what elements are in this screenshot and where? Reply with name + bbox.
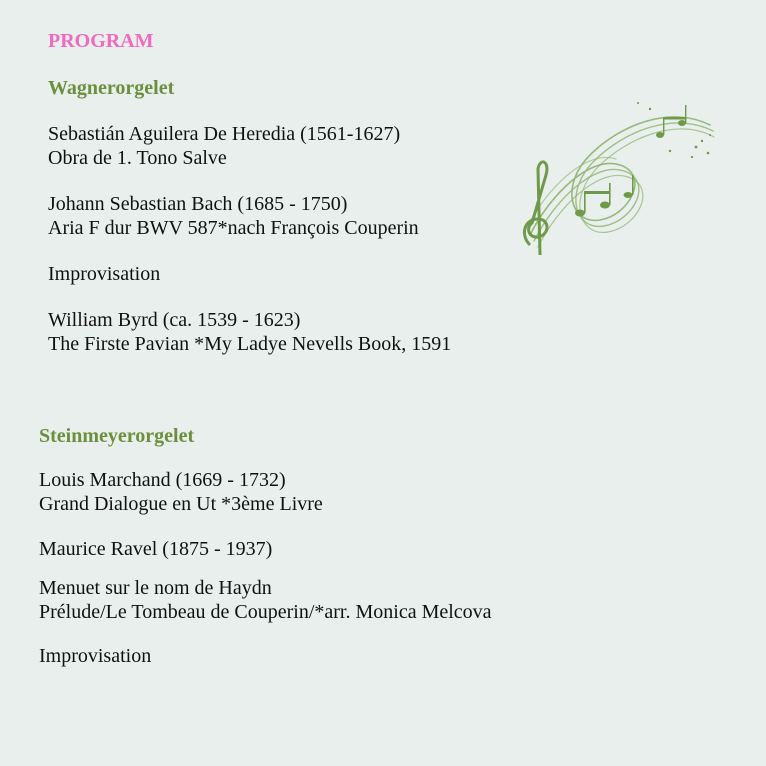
section-title-steinmeyerorgelet: Steinmeyerorgelet [39,425,195,447]
piece-title: Aria F dur BWV 587*nach François Couperin [48,217,419,239]
piece-title: Improvisation [48,263,161,285]
piece-composer: William Byrd (ca. 1539 - 1623) [48,309,301,331]
piece-composer: Louis Marchand (1669 - 1732) [39,469,286,491]
program-heading: PROGRAM [48,30,154,52]
piece-title: Grand Dialogue en Ut *3ème Livre [39,493,323,515]
piece-composer: Sebastián Aguilera De Heredia (1561-1627) [48,123,401,145]
piece-title: Menuet sur le nom de Haydn [39,577,272,599]
piece-title: Obra de 1. Tono Salve [48,147,227,169]
piece-title: Prélude/Le Tombeau de Couperin/*arr. Monica Melcova [39,601,492,623]
piece-composer: Maurice Ravel (1875 - 1937) [39,538,273,560]
section-title-wagnerorgelet: Wagnerorgelet [48,77,175,99]
piece-title: The Firste Pavian *My Ladye Nevells Book, 1591 [48,333,452,355]
piece-title: Improvisation [39,645,152,667]
piece-composer: Johann Sebastian Bach (1685 - 1750) [48,193,348,215]
music-notes-swirl-icon [510,95,715,255]
